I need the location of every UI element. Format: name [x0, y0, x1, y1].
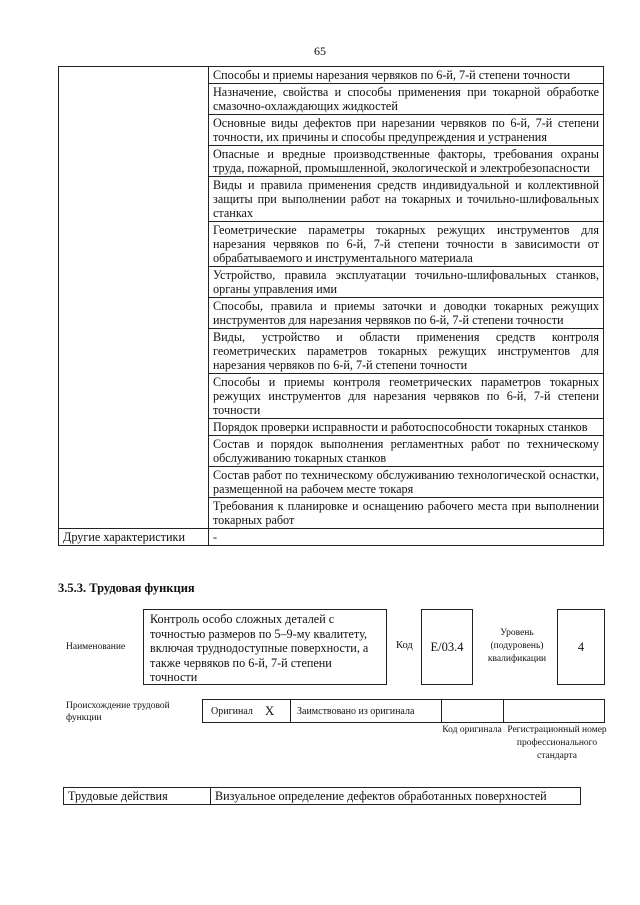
knowledge-table: [58, 66, 604, 546]
origin-reg-caption: Регистрационный номер профессионального стандарта: [507, 725, 607, 761]
knowledge-item: Требования к планировке и оснащению рабочего места при выполнении токарных работ: [209, 498, 604, 529]
origin-code-cell: [442, 700, 504, 722]
function-code-value: E/03.4: [421, 609, 473, 685]
origin-reg-cell: [504, 700, 604, 722]
origin-code-caption: Код оригинала: [442, 725, 502, 735]
section-heading: 3.5.3. Трудовая функция: [58, 581, 195, 595]
knowledge-item: Виды, устройство и области применения средств контроля геометрических параметров токарных режущих инструментов для нарезания червяков по 6-й, 7-й степени точности: [209, 329, 604, 374]
knowledge-item: Состав и порядок выполнения регламентных работ по техническому обслуживанию токарных станков: [209, 436, 604, 467]
labor-actions-row: [64, 788, 581, 805]
qualification-level-value: 4: [557, 609, 605, 685]
knowledge-item: Порядок проверки исправности и работоспособности токарных станков: [209, 419, 604, 436]
knowledge-item: Способы, правила и приемы заточки и доводки токарных режущих инструментов для нарезания червяков по 6-й, 7-й степени точности: [209, 298, 604, 329]
other-characteristics-row: [59, 529, 604, 546]
knowledge-item: Геометрические параметры токарных режущих инструментов для нарезания червяков по 6-й, 7-й степени точности в зависимости от обрабатываемого и инструментального материала: [209, 222, 604, 267]
origin-borrowed-cell: [291, 700, 442, 722]
page-number: 65: [314, 44, 326, 58]
other-characteristics-value: -: [209, 529, 604, 546]
knowledge-item: Виды и правила применения средств индивидуальной и коллективной защиты при выполнении работ на токарных и точильно-шлифовальных станках: [209, 177, 604, 222]
knowledge-item: Способы и приемы контроля геометрических параметров токарных режущих инструментов для нарезания червяков по 6-й, 7-й степени точности: [209, 374, 604, 419]
function-name-label: Наименование: [66, 642, 126, 652]
qualification-level-label: Уровень (подуровень) квалификации: [487, 628, 547, 664]
origin-label: Происхождение трудовой функции: [66, 701, 170, 723]
knowledge-item: Основные виды дефектов при нарезании червяков по 6-й, 7-й степени точности, их причины и способы предупреждения и устранения: [209, 115, 604, 146]
origin-borrowed-label: Заимствовано из оригинала: [297, 705, 415, 717]
knowledge-item: Назначение, свойства и способы применения при токарной обработке смазочно-охлаждающих жидкостей: [209, 84, 604, 115]
function-code-label: Код: [396, 640, 413, 651]
knowledge-left-cell: [59, 67, 209, 529]
knowledge-item: Опасные и вредные производственные факторы, требования охраны труда, пожарной, промышленной, экологической и электробезопасности: [209, 146, 604, 177]
origin-row: [202, 699, 605, 723]
other-characteristics-label: Другие характеристики: [59, 529, 209, 546]
labor-actions-table: [63, 787, 581, 805]
origin-original-label: Оригинал: [211, 705, 253, 717]
labor-action-item: Визуальное определение дефектов обработанных поверхностей: [211, 788, 581, 805]
knowledge-row: [59, 67, 604, 84]
knowledge-item: Способы и приемы нарезания червяков по 6-й, 7-й степени точности: [209, 67, 604, 84]
origin-original-cell: [203, 700, 291, 722]
knowledge-item: Устройство, правила эксплуатации точильно-шлифовальных станков, органы управления ими: [209, 267, 604, 298]
knowledge-item: Состав работ по техническому обслуживанию технологической оснастки, размещенной на рабочем месте токаря: [209, 467, 604, 498]
labor-actions-label: Трудовые действия: [64, 788, 211, 805]
origin-original-mark: X: [264, 703, 275, 718]
function-name-value: Контроль особо сложных деталей с точностью размеров по 5–9-му квалитету, включая труднодоступные поверхности, а также червяков по 6-й, 7-й степени точности: [143, 609, 387, 685]
